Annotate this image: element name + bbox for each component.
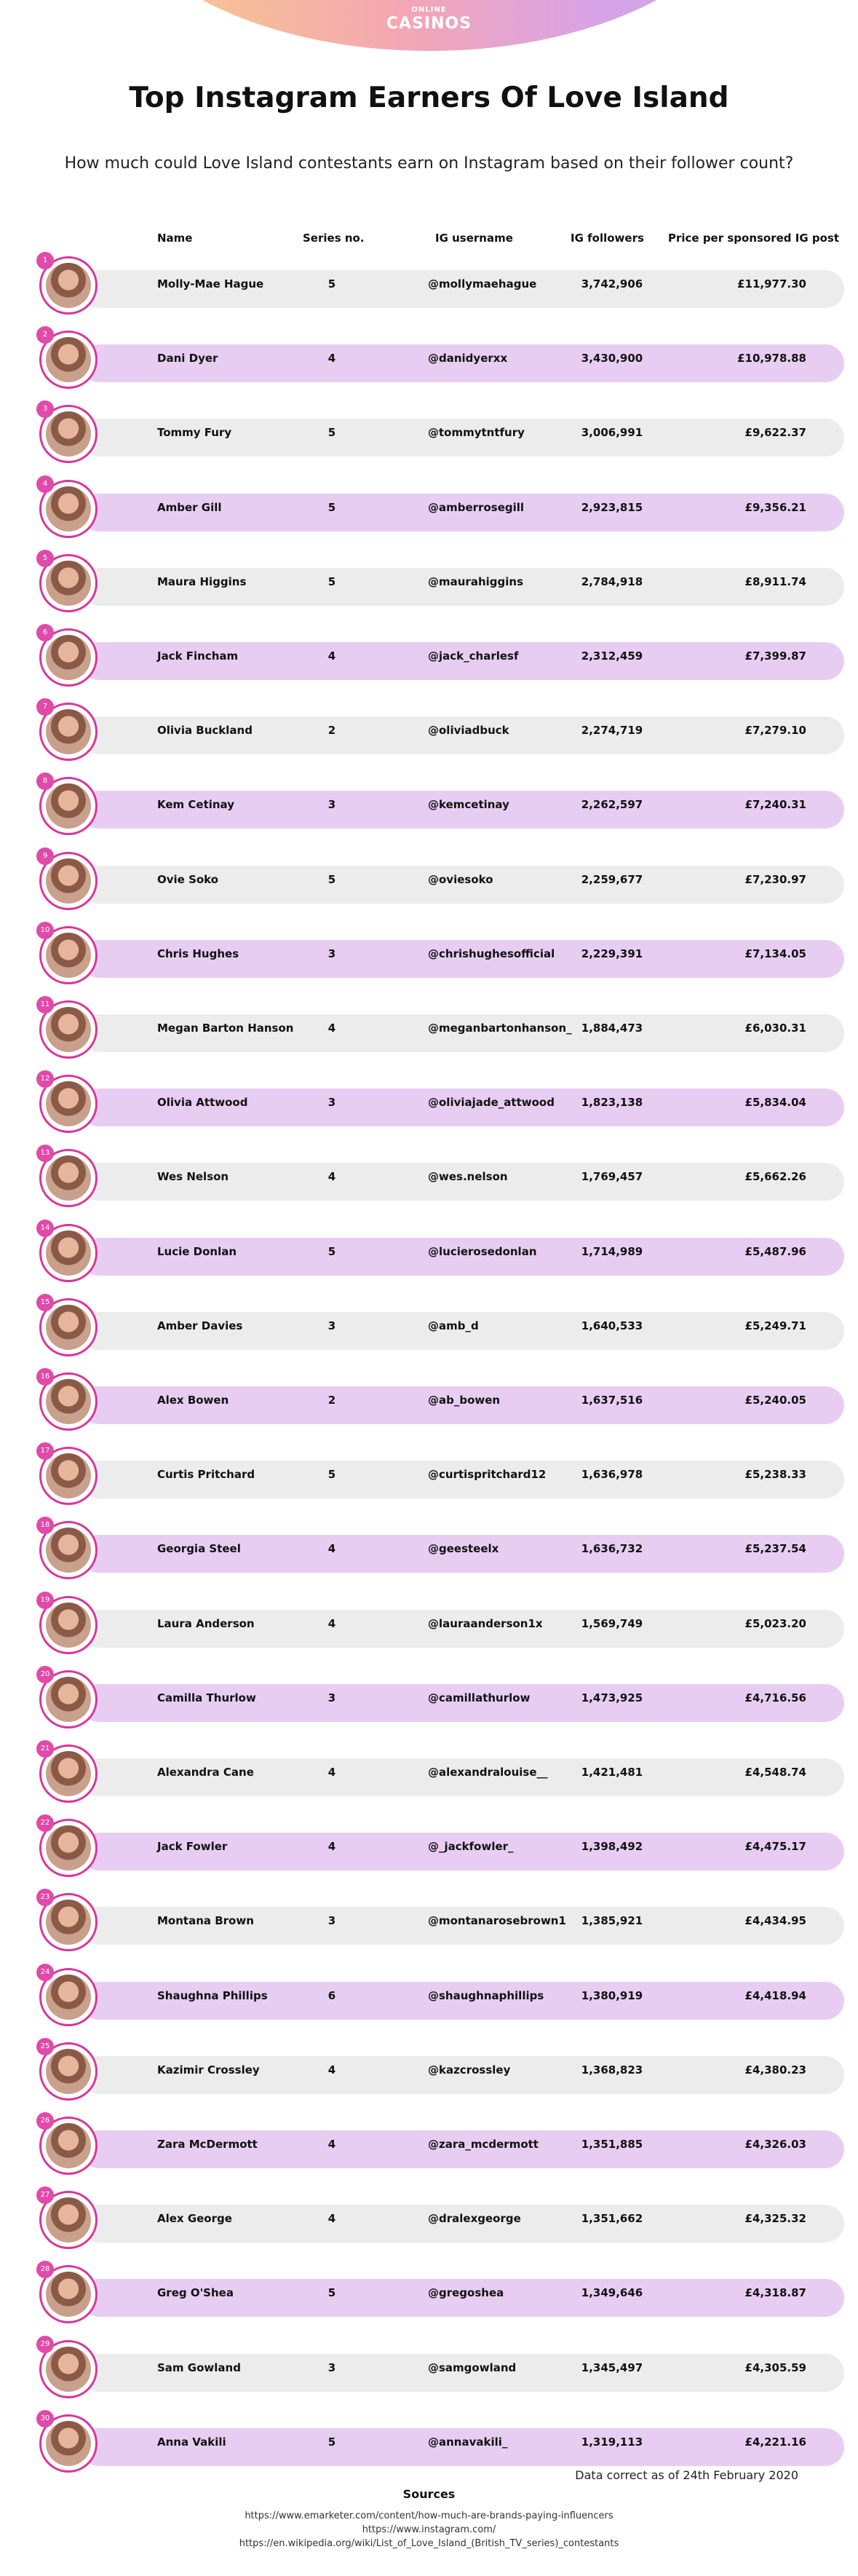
ig-username: @mollymaehague bbox=[428, 277, 537, 291]
price-per-post: £10,978.88 bbox=[737, 352, 806, 365]
price-per-post: £7,399.87 bbox=[744, 649, 806, 663]
contestant-name: Alex Bowen bbox=[157, 1394, 229, 1407]
table-row bbox=[36, 2410, 815, 2476]
table-row bbox=[36, 400, 815, 466]
price-per-post: £9,622.37 bbox=[744, 426, 806, 439]
ig-followers: 3,742,906 bbox=[581, 277, 643, 291]
profile-photo bbox=[46, 1677, 91, 1722]
ig-username: @kazcrossley bbox=[428, 2063, 511, 2077]
price-per-post: £5,662.26 bbox=[744, 1170, 806, 1183]
ig-username: @annavakili_ bbox=[428, 2435, 508, 2449]
ig-followers: 2,784,918 bbox=[581, 575, 643, 588]
ig-followers: 2,262,597 bbox=[581, 798, 643, 811]
price-per-post: £5,240.05 bbox=[744, 1394, 806, 1407]
ig-followers: 1,714,989 bbox=[581, 1245, 643, 1258]
ig-username: @camillathurlow bbox=[428, 1691, 531, 1704]
sources-title: Sources bbox=[402, 2487, 456, 2501]
profile-photo bbox=[46, 1825, 91, 1870]
contestant-name: Tommy Fury bbox=[157, 426, 232, 439]
ig-followers: 1,319,113 bbox=[581, 2435, 643, 2449]
price-per-post: £7,230.97 bbox=[744, 873, 806, 886]
profile-photo bbox=[46, 1453, 91, 1498]
profile-photo bbox=[46, 1528, 91, 1573]
ig-followers: 1,351,662 bbox=[581, 2212, 643, 2225]
price-per-post: £4,221.16 bbox=[744, 2435, 806, 2449]
profile-photo bbox=[46, 1603, 91, 1648]
contestant-name: Ovie Soko bbox=[157, 873, 219, 886]
series-number: 5 bbox=[327, 426, 336, 439]
rank-badge: 7 bbox=[36, 698, 54, 716]
rank-badge: 27 bbox=[36, 2186, 54, 2204]
ig-followers: 1,368,823 bbox=[581, 2063, 643, 2077]
ig-username: @shaughnaphillips bbox=[428, 1989, 544, 2002]
ig-username: @chrishughesofficial bbox=[428, 947, 555, 960]
ig-followers: 1,398,492 bbox=[581, 1840, 643, 1853]
contestant-name: Curtis Pritchard bbox=[157, 1468, 255, 1481]
ig-followers: 1,351,885 bbox=[581, 2138, 643, 2151]
profile-photo bbox=[46, 2272, 91, 2317]
ig-followers: 1,636,978 bbox=[581, 1468, 643, 1481]
table-row bbox=[36, 1666, 815, 1731]
profile-photo bbox=[46, 1305, 91, 1350]
rank-badge: 29 bbox=[36, 2336, 54, 2353]
contestant-name: Jack Fowler bbox=[157, 1840, 228, 1853]
table-row bbox=[36, 326, 815, 392]
table-row bbox=[36, 1889, 815, 1954]
column-header-series: Series no. bbox=[303, 232, 365, 245]
price-per-post: £7,134.05 bbox=[744, 947, 806, 960]
series-number: 3 bbox=[327, 798, 336, 811]
contestant-name: Olivia Buckland bbox=[157, 724, 253, 737]
table-row bbox=[36, 2186, 815, 2252]
table-row bbox=[36, 475, 815, 541]
ig-username: @montanarosebrown1 bbox=[428, 1914, 566, 1927]
table-row bbox=[36, 1517, 815, 1582]
ig-followers: 1,349,646 bbox=[581, 2286, 643, 2299]
series-number: 4 bbox=[327, 2212, 336, 2225]
ig-username: @gregoshea bbox=[428, 2286, 504, 2299]
profile-photo bbox=[46, 1230, 91, 1276]
contestant-name: Wes Nelson bbox=[157, 1170, 229, 1183]
price-per-post: £6,030.31 bbox=[744, 1022, 806, 1035]
rank-badge: 30 bbox=[36, 2410, 54, 2427]
contestant-name: Amber Davies bbox=[157, 1319, 243, 1332]
profile-photo bbox=[46, 1155, 91, 1201]
series-number: 5 bbox=[327, 501, 336, 514]
source-link[interactable]: https://www.instagram.com/ bbox=[362, 2524, 496, 2535]
table-row bbox=[36, 252, 815, 317]
contestant-name: Sam Gowland bbox=[157, 2361, 241, 2374]
ig-followers: 1,823,138 bbox=[581, 1096, 643, 1109]
table-row bbox=[36, 1070, 815, 1136]
price-per-post: £9,356.21 bbox=[744, 501, 806, 514]
ig-followers: 1,473,925 bbox=[581, 1691, 643, 1704]
ig-username: @oviesoko bbox=[428, 873, 493, 886]
series-number: 3 bbox=[327, 947, 336, 960]
series-number: 5 bbox=[327, 2286, 336, 2299]
rank-badge: 1 bbox=[36, 252, 54, 269]
table-row bbox=[36, 2261, 815, 2326]
column-header-price: Price per sponsored IG post bbox=[668, 232, 840, 245]
contestant-name: Maura Higgins bbox=[157, 575, 247, 588]
series-number: 4 bbox=[327, 2063, 336, 2077]
table-row bbox=[36, 2038, 815, 2103]
contestant-name: Kem Cetinay bbox=[157, 798, 234, 811]
ig-followers: 1,569,749 bbox=[581, 1617, 643, 1630]
table-row bbox=[36, 2336, 815, 2401]
price-per-post: £5,487.96 bbox=[744, 1245, 806, 1258]
profile-photo bbox=[46, 1081, 91, 1126]
series-number: 4 bbox=[327, 1840, 336, 1853]
ig-followers: 1,385,921 bbox=[581, 1914, 643, 1927]
price-per-post: £5,249.71 bbox=[744, 1319, 806, 1332]
rank-badge: 22 bbox=[36, 1814, 54, 1832]
profile-photo bbox=[46, 1379, 91, 1424]
rank-badge: 5 bbox=[36, 550, 54, 567]
series-number: 4 bbox=[327, 1766, 336, 1779]
column-header-name: Name bbox=[157, 232, 193, 245]
rank-badge: 24 bbox=[36, 1964, 54, 1981]
logo-main-text: CASINOS bbox=[386, 15, 472, 33]
profile-photo bbox=[46, 709, 91, 754]
series-number: 4 bbox=[327, 1022, 336, 1035]
series-number: 5 bbox=[327, 1245, 336, 1258]
ig-username: @oliviajade_attwood bbox=[428, 1096, 555, 1109]
logo-top-text: ONLINE bbox=[411, 6, 447, 14]
rank-badge: 4 bbox=[36, 475, 54, 493]
profile-photo bbox=[46, 2123, 91, 2168]
profile-photo bbox=[46, 2197, 91, 2243]
price-per-post: £5,237.54 bbox=[744, 1542, 806, 1555]
ig-username: @amb_d bbox=[428, 1319, 479, 1332]
rank-badge: 17 bbox=[36, 1442, 54, 1460]
ig-username: @lucierosedonlan bbox=[428, 1245, 537, 1258]
data-date-note: Data correct as of 24th February 2020 bbox=[575, 2468, 798, 2482]
table-row bbox=[36, 1145, 815, 1210]
ig-username: @wes.nelson bbox=[428, 1170, 508, 1183]
ig-followers: 2,923,815 bbox=[581, 501, 643, 514]
profile-photo bbox=[46, 933, 91, 978]
series-number: 4 bbox=[327, 1170, 336, 1183]
ig-followers: 1,380,919 bbox=[581, 1989, 643, 2002]
contestant-name: Greg O'Shea bbox=[157, 2286, 234, 2299]
rank-badge: 14 bbox=[36, 1220, 54, 1237]
profile-photo bbox=[46, 486, 91, 532]
profile-photo bbox=[46, 783, 91, 829]
rank-badge: 15 bbox=[36, 1294, 54, 1311]
ig-followers: 1,884,473 bbox=[581, 1022, 643, 1035]
ig-username: @jack_charlesf bbox=[428, 649, 519, 663]
price-per-post: £4,434.95 bbox=[744, 1914, 806, 1927]
ig-username: @dralexgeorge bbox=[428, 2212, 521, 2225]
ig-username: @tommytntfury bbox=[428, 426, 525, 439]
ig-followers: 1,637,516 bbox=[581, 1394, 643, 1407]
page-subtitle: How much could Love Island contestants earn on Instagram based on their follower count? bbox=[64, 154, 794, 173]
table-row bbox=[36, 1442, 815, 1508]
table-row bbox=[36, 1740, 815, 1806]
table-row bbox=[36, 1814, 815, 1880]
rank-badge: 20 bbox=[36, 1666, 54, 1683]
profile-photo bbox=[46, 858, 91, 904]
table-row bbox=[36, 1592, 815, 1657]
price-per-post: £5,023.20 bbox=[744, 1617, 806, 1630]
column-header-followers: IG followers bbox=[571, 232, 644, 245]
series-number: 4 bbox=[327, 2138, 336, 2151]
rank-badge: 10 bbox=[36, 922, 54, 939]
rank-badge: 8 bbox=[36, 773, 54, 790]
ig-followers: 1,636,732 bbox=[581, 1542, 643, 1555]
profile-photo bbox=[46, 1975, 91, 2020]
series-number: 5 bbox=[327, 873, 336, 886]
ig-username: @samgowland bbox=[428, 2361, 517, 2374]
ig-username: @kemcetinay bbox=[428, 798, 509, 811]
contestant-name: Dani Dyer bbox=[157, 352, 218, 365]
source-link[interactable]: https://en.wikipedia.org/wiki/List_of_Love_Island_(British_TV_series)_contestants bbox=[239, 2538, 619, 2549]
table-row bbox=[36, 2112, 815, 2178]
price-per-post: £4,475.17 bbox=[744, 1840, 806, 1853]
series-number: 4 bbox=[327, 1617, 336, 1630]
profile-photo bbox=[46, 2049, 91, 2094]
rank-badge: 9 bbox=[36, 848, 54, 865]
series-number: 3 bbox=[327, 1319, 336, 1332]
price-per-post: £4,305.59 bbox=[744, 2361, 806, 2374]
contestant-name: Lucie Donlan bbox=[157, 1245, 237, 1258]
rank-badge: 2 bbox=[36, 326, 54, 344]
ig-followers: 2,274,719 bbox=[581, 724, 643, 737]
series-number: 5 bbox=[327, 1468, 336, 1481]
table-row bbox=[36, 773, 815, 838]
contestant-name: Molly-Mae Hague bbox=[157, 277, 264, 291]
ig-username: @lauraanderson1x bbox=[428, 1617, 543, 1630]
profile-photo bbox=[46, 635, 91, 680]
profile-photo bbox=[46, 1007, 91, 1052]
ig-followers: 3,006,991 bbox=[581, 426, 643, 439]
page-title: Top Instagram Earners Of Love Island bbox=[129, 82, 729, 114]
ig-followers: 2,259,677 bbox=[581, 873, 643, 886]
price-per-post: £4,325.32 bbox=[744, 2212, 806, 2225]
contestant-name: Olivia Attwood bbox=[157, 1096, 248, 1109]
ig-followers: 1,421,481 bbox=[581, 1766, 643, 1779]
rank-badge: 18 bbox=[36, 1517, 54, 1534]
rank-badge: 6 bbox=[36, 624, 54, 641]
ig-followers: 1,640,533 bbox=[581, 1319, 643, 1332]
contestant-name: Alex George bbox=[157, 2212, 232, 2225]
profile-photo bbox=[46, 2347, 91, 2392]
ig-followers: 2,229,391 bbox=[581, 947, 643, 960]
ig-username: @curtispritchard12 bbox=[428, 1468, 547, 1481]
contestant-name: Zara McDermott bbox=[157, 2138, 258, 2151]
column-header-username: IG username bbox=[435, 232, 513, 245]
price-per-post: £8,911.74 bbox=[744, 575, 806, 588]
profile-photo bbox=[46, 337, 91, 382]
ig-username: @_jackfowler_ bbox=[428, 1840, 514, 1853]
ig-followers: 2,312,459 bbox=[581, 649, 643, 663]
contestant-name: Amber Gill bbox=[157, 501, 222, 514]
contestant-name: Anna Vakili bbox=[157, 2435, 226, 2449]
price-per-post: £4,326.03 bbox=[744, 2138, 806, 2151]
series-number: 3 bbox=[327, 2361, 336, 2374]
ig-username: @meganbartonhanson_ bbox=[428, 1022, 572, 1035]
price-per-post: £4,716.56 bbox=[744, 1691, 806, 1704]
contestant-name: Jack Fincham bbox=[157, 649, 239, 663]
rank-badge: 26 bbox=[36, 2112, 54, 2130]
contestant-name: Montana Brown bbox=[157, 1914, 254, 1927]
ig-followers: 3,430,900 bbox=[581, 352, 643, 365]
series-number: 5 bbox=[327, 575, 336, 588]
table-row bbox=[36, 698, 815, 764]
rank-badge: 23 bbox=[36, 1889, 54, 1906]
series-number: 5 bbox=[327, 277, 336, 291]
price-per-post: £4,418.94 bbox=[744, 1989, 806, 2002]
ig-followers: 1,769,457 bbox=[581, 1170, 643, 1183]
series-number: 4 bbox=[327, 352, 336, 365]
series-number: 5 bbox=[327, 2435, 336, 2449]
ig-username: @oliviadbuck bbox=[428, 724, 509, 737]
price-per-post: £5,238.33 bbox=[744, 1468, 806, 1481]
series-number: 4 bbox=[327, 649, 336, 663]
profile-photo bbox=[46, 1751, 91, 1796]
price-per-post: £5,834.04 bbox=[744, 1096, 806, 1109]
price-per-post: £4,548.74 bbox=[744, 1766, 806, 1779]
table-row bbox=[36, 1220, 815, 1285]
ig-username: @maurahiggins bbox=[428, 575, 523, 588]
series-number: 2 bbox=[327, 1394, 336, 1407]
contestant-name: Megan Barton Hanson bbox=[157, 1022, 294, 1035]
rank-badge: 21 bbox=[36, 1740, 54, 1758]
ig-username: @danidyerxx bbox=[428, 352, 508, 365]
source-link[interactable]: https://www.emarketer.com/content/how-much-are-brands-paying-influencers bbox=[245, 2510, 613, 2521]
ig-username: @amberrosegill bbox=[428, 501, 525, 514]
profile-photo bbox=[46, 1900, 91, 1945]
contestant-name: Chris Hughes bbox=[157, 947, 239, 960]
contestant-name: Kazimir Crossley bbox=[157, 2063, 260, 2077]
table-row bbox=[36, 848, 815, 913]
profile-photo bbox=[46, 263, 91, 308]
ig-username: @ab_bowen bbox=[428, 1394, 501, 1407]
profile-photo bbox=[46, 561, 91, 606]
rank-badge: 3 bbox=[36, 400, 54, 418]
table-row bbox=[36, 1368, 815, 1434]
rank-badge: 25 bbox=[36, 2038, 54, 2055]
rank-badge: 16 bbox=[36, 1368, 54, 1386]
table-row bbox=[36, 1294, 815, 1359]
price-per-post: £7,240.31 bbox=[744, 798, 806, 811]
series-number: 4 bbox=[327, 1542, 336, 1555]
rank-badge: 11 bbox=[36, 996, 54, 1014]
series-number: 3 bbox=[327, 1096, 336, 1109]
profile-photo bbox=[46, 411, 91, 457]
table-row bbox=[36, 550, 815, 615]
contestant-name: Shaughna Phillips bbox=[157, 1989, 268, 2002]
ig-followers: 1,345,497 bbox=[581, 2361, 643, 2374]
series-number: 3 bbox=[327, 1914, 336, 1927]
price-per-post: £4,318.87 bbox=[744, 2286, 806, 2299]
rank-badge: 28 bbox=[36, 2261, 54, 2278]
table-row bbox=[36, 922, 815, 987]
profile-photo bbox=[46, 2421, 91, 2466]
rank-badge: 13 bbox=[36, 1145, 54, 1162]
contestant-name: Laura Anderson bbox=[157, 1617, 255, 1630]
ig-username: @geesteelx bbox=[428, 1542, 499, 1555]
price-per-post: £4,380.23 bbox=[744, 2063, 806, 2077]
table-row bbox=[36, 624, 815, 690]
contestant-name: Alexandra Cane bbox=[157, 1766, 254, 1779]
rank-badge: 19 bbox=[36, 1592, 54, 1609]
series-number: 3 bbox=[327, 1691, 336, 1704]
contestant-name: Camilla Thurlow bbox=[157, 1691, 256, 1704]
contestant-name: Georgia Steel bbox=[157, 1542, 241, 1555]
price-per-post: £11,977.30 bbox=[737, 277, 806, 291]
series-number: 2 bbox=[327, 724, 336, 737]
series-number: 6 bbox=[327, 1989, 336, 2002]
table-row bbox=[36, 996, 815, 1062]
table-row bbox=[36, 1964, 815, 2029]
ig-username: @alexandralouise__ bbox=[428, 1766, 548, 1779]
ig-username: @zara_mcdermott bbox=[428, 2138, 539, 2151]
rank-badge: 12 bbox=[36, 1070, 54, 1088]
price-per-post: £7,279.10 bbox=[744, 724, 806, 737]
